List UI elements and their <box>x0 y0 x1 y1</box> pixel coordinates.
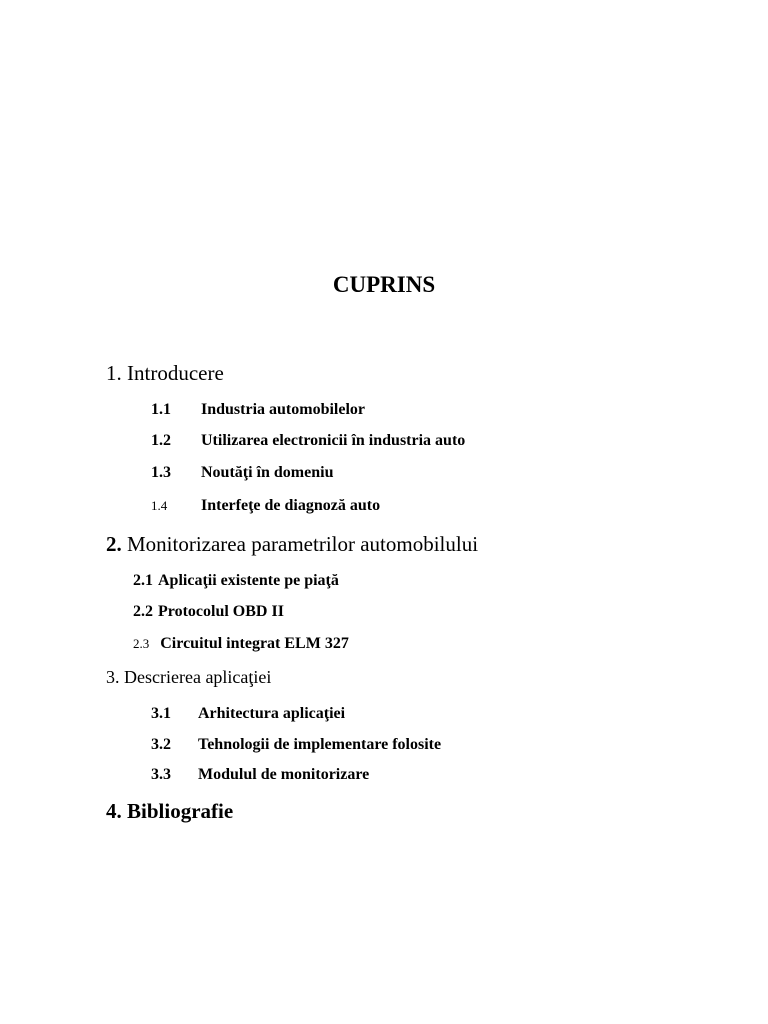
toc-item-2-2 <box>133 601 284 623</box>
section-label: Bibliografie <box>127 799 234 823</box>
item-label: Modulul de monitorizare <box>198 766 370 783</box>
toc-item-1-2 <box>151 430 465 452</box>
section-number: 4. <box>106 799 122 823</box>
toc-section-1 <box>106 360 224 386</box>
item-label: Utilizarea electronicii în industria auto <box>201 432 466 449</box>
item-label: Arhitectura aplicaţiei <box>198 705 346 722</box>
toc-section-2 <box>106 531 478 557</box>
toc-item-1-1 <box>151 399 365 421</box>
toc-item-2-1 <box>133 570 339 592</box>
item-number: 1.2 <box>151 432 171 449</box>
section-label: Monitorizarea parametrilor automobilului <box>127 532 479 556</box>
toc-section-4 <box>106 798 233 824</box>
item-number: 2.1 <box>133 572 153 589</box>
toc-item-2-3 <box>133 633 349 655</box>
item-label: Protocolul OBD II <box>158 603 284 620</box>
toc-item-1-4 <box>151 495 380 517</box>
toc-item-3-2 <box>151 734 441 756</box>
item-label: Tehnologii de implementare folosite <box>198 736 442 753</box>
item-number: 2.3 <box>133 636 150 651</box>
item-label: Interfeţe de diagnoză auto <box>201 497 381 514</box>
item-number: 1.3 <box>151 464 171 481</box>
item-number: 1.4 <box>151 498 168 513</box>
toc-section-3 <box>106 664 271 690</box>
section-label: Descrierea aplicaţiei <box>124 667 272 687</box>
item-number: 3.1 <box>151 705 171 722</box>
section-number: 3. <box>106 667 120 687</box>
item-label: Circuitul integrat ELM 327 <box>160 635 349 652</box>
toc-item-1-3 <box>151 462 333 484</box>
section-number: 1. <box>106 361 122 385</box>
toc-item-3-3 <box>151 764 369 786</box>
item-label: Aplicaţii existente pe piaţă <box>158 572 339 589</box>
section-label: Introducere <box>127 361 224 385</box>
item-label: Noutăţi în domeniu <box>201 464 334 481</box>
item-number: 2.2 <box>133 603 153 620</box>
item-number: 3.2 <box>151 736 171 753</box>
item-label: Industria automobilelor <box>201 401 366 418</box>
item-number: 1.1 <box>151 401 171 418</box>
toc-item-3-1 <box>151 703 345 725</box>
item-number: 3.3 <box>151 766 171 783</box>
section-number: 2. <box>106 532 122 556</box>
page-title: CUPRINS <box>332 272 436 297</box>
